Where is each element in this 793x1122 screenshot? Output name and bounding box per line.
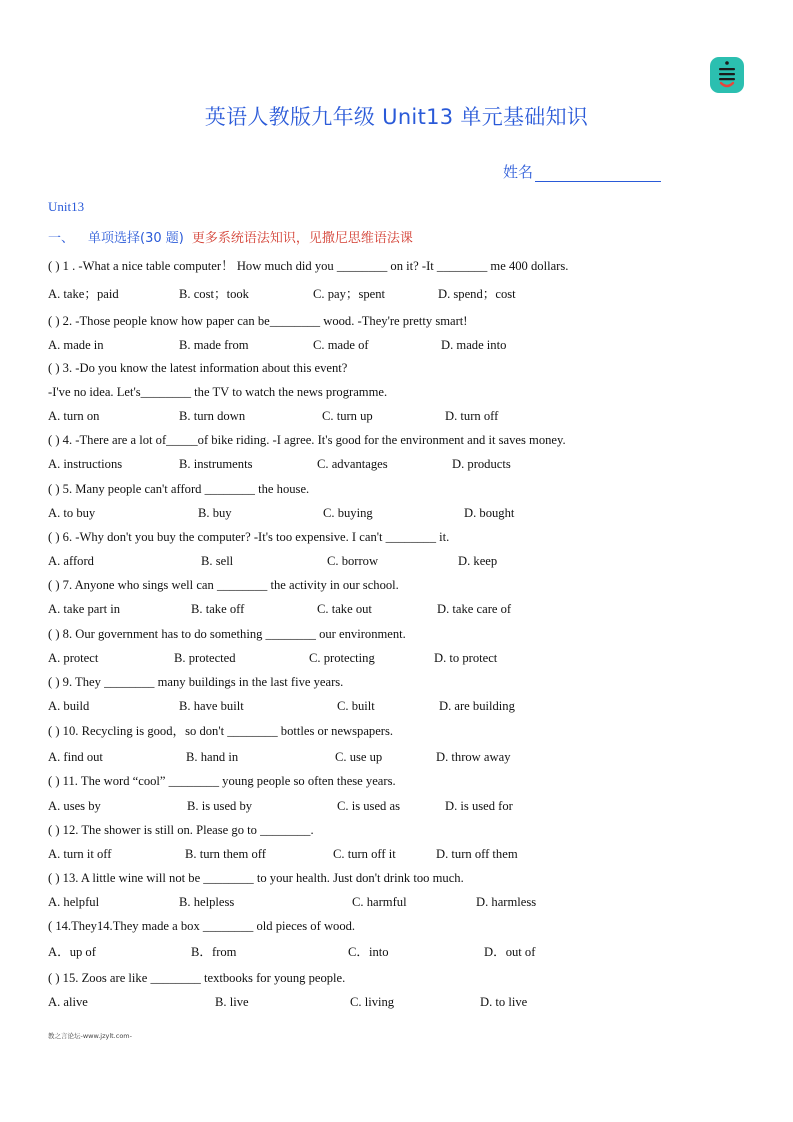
question-13-option-a: A. helpful bbox=[48, 895, 100, 909]
question-6-option-a: A. afford bbox=[48, 554, 94, 568]
question-8-option-d: D. to protect bbox=[434, 651, 498, 665]
question-15-option-c: C. living bbox=[350, 995, 395, 1009]
question-4-option-b: B. instruments bbox=[179, 457, 253, 471]
question-10: ( ) 10. Recycling is good，so don't ________ bottles or newspapers. bbox=[48, 724, 394, 738]
section-heading bbox=[48, 227, 413, 246]
question-8-option-b: B. protected bbox=[174, 651, 236, 665]
question-5-option-c: C. buying bbox=[323, 506, 373, 520]
question-4-option-c: C. advantages bbox=[317, 457, 388, 471]
question-11-option-a: A. uses by bbox=[48, 799, 101, 813]
section-note: 更多系统语法知识，见撒尼思维语法课 bbox=[191, 231, 413, 246]
question-11-option-c: C. is used as bbox=[337, 799, 400, 813]
app-logo-icon bbox=[710, 57, 744, 93]
question-12: ( ) 12. The shower is still on. Please go to ________. bbox=[48, 823, 314, 837]
question-7-option-c: C. take out bbox=[317, 602, 372, 616]
name-blank bbox=[535, 164, 661, 182]
question-6: ( ) 6. -Why don't you buy the computer? -It's too expensive. I can't ________ it. bbox=[48, 530, 450, 544]
question-5: ( ) 5. Many people can't afford ________ the house. bbox=[48, 482, 310, 496]
question-6-option-d: D. keep bbox=[458, 554, 498, 568]
question-2-option-d: D. made into bbox=[441, 338, 507, 352]
question-12-option-c: C. turn off it bbox=[333, 847, 396, 861]
question-11-option-b: B. is used by bbox=[187, 799, 253, 813]
question-15-option-b: B. live bbox=[215, 995, 249, 1009]
question-8: ( ) 8. Our government has to do something ________ our environment. bbox=[48, 627, 406, 641]
question-8-option-a: A. protect bbox=[48, 651, 99, 665]
question-1: ( ) 1 . -What a nice table computer！ How much did you ________ on it? -It ________ me 400 dollars. bbox=[48, 259, 569, 273]
question-13: ( ) 13. A little wine will not be ________ to your health. Just don't drink too much. bbox=[48, 871, 464, 885]
question-12-option-b: B. turn them off bbox=[185, 847, 266, 861]
question-5-option-d: D. bought bbox=[464, 506, 515, 520]
question-14-option-d: D．out of bbox=[484, 945, 536, 959]
name-field bbox=[503, 161, 661, 182]
document-title: 英语人教版九年级 Unit13 单元基础知识 bbox=[204, 105, 589, 129]
question-13-option-b: B. helpless bbox=[179, 895, 235, 909]
question-2: ( ) 2. -Those people know how paper can be________ wood. -They're pretty smart! bbox=[48, 314, 468, 328]
question-13-option-d: D. harmless bbox=[476, 895, 537, 909]
question-13-option-c: C. harmful bbox=[352, 895, 407, 909]
question-9-option-c: C. built bbox=[337, 699, 375, 713]
section-title: 单项选择(30 题) bbox=[88, 231, 184, 246]
question-7-option-a: A. take part in bbox=[48, 602, 121, 616]
question-3-line-2: -I've no idea. Let's________ the TV to watch the news programme. bbox=[48, 385, 388, 399]
question-12-option-d: D. turn off them bbox=[436, 847, 518, 861]
question-7-option-b: B. take off bbox=[191, 602, 245, 616]
question-3: ( ) 3. -Do you know the latest information about this event? bbox=[48, 361, 348, 375]
question-5-option-a: A. to buy bbox=[48, 506, 96, 520]
question-11-option-d: D. is used for bbox=[445, 799, 513, 813]
question-9-option-d: D. are building bbox=[439, 699, 515, 713]
question-5-option-b: B. buy bbox=[198, 506, 232, 520]
question-7: ( ) 7. Anyone who sings well can ________ the activity in our school. bbox=[48, 578, 399, 592]
question-1-option-c: C. pay；spent bbox=[313, 287, 386, 301]
footer-text: 教之言论坛-www.jzylt.com- bbox=[48, 1032, 132, 1040]
question-10-option-c: C. use up bbox=[335, 750, 383, 764]
question-1-option-a: A. take；paid bbox=[48, 287, 119, 301]
question-8-option-c: C. protecting bbox=[309, 651, 375, 665]
question-14-option-c: C．into bbox=[348, 945, 389, 959]
section-number: 一、 bbox=[48, 231, 75, 246]
unit-label: Unit13 bbox=[48, 199, 85, 214]
question-10-option-b: B. hand in bbox=[186, 750, 239, 764]
name-label: 姓名 bbox=[503, 163, 534, 181]
question-14: ( 14.They14.They made a box ________ old pieces of wood. bbox=[48, 919, 356, 933]
question-3-option-d: D. turn off bbox=[445, 409, 499, 423]
question-2-option-b: B. made from bbox=[179, 338, 249, 352]
question-3-option-a: A. turn on bbox=[48, 409, 100, 423]
question-7-option-d: D. take care of bbox=[437, 602, 512, 616]
question-1-option-d: D. spend；cost bbox=[438, 287, 516, 301]
question-15-option-d: D. to live bbox=[480, 995, 528, 1009]
question-11: ( ) 11. The word “cool” ________ young people so often these years. bbox=[48, 774, 396, 788]
question-3-option-b: B. turn down bbox=[179, 409, 246, 423]
question-14-option-a: A．up of bbox=[48, 945, 96, 959]
question-4-option-a: A. instructions bbox=[48, 457, 123, 471]
question-9: ( ) 9. They ________ many buildings in the last five years. bbox=[48, 675, 344, 689]
question-15-option-a: A. alive bbox=[48, 995, 88, 1009]
question-15: ( ) 15. Zoos are like ________ textbooks for young people. bbox=[48, 971, 346, 985]
question-6-option-c: C. borrow bbox=[327, 554, 379, 568]
question-3-option-c: C. turn up bbox=[322, 409, 373, 423]
question-9-option-b: B. have built bbox=[179, 699, 244, 713]
question-14-option-b: B．from bbox=[191, 945, 237, 959]
question-4: ( ) 4. -There are a lot of_____of bike riding. -I agree. It's good for the environment and it saves money. bbox=[48, 433, 566, 447]
question-2-option-a: A. made in bbox=[48, 338, 104, 352]
question-10-option-a: A. find out bbox=[48, 750, 103, 764]
question-1-option-b: B. cost；took bbox=[179, 287, 249, 301]
question-9-option-a: A. build bbox=[48, 699, 90, 713]
question-2-option-c: C. made of bbox=[313, 338, 369, 352]
question-6-option-b: B. sell bbox=[201, 554, 234, 568]
question-4-option-d: D. products bbox=[452, 457, 511, 471]
question-10-option-d: D. throw away bbox=[436, 750, 511, 764]
question-12-option-a: A. turn it off bbox=[48, 847, 112, 861]
